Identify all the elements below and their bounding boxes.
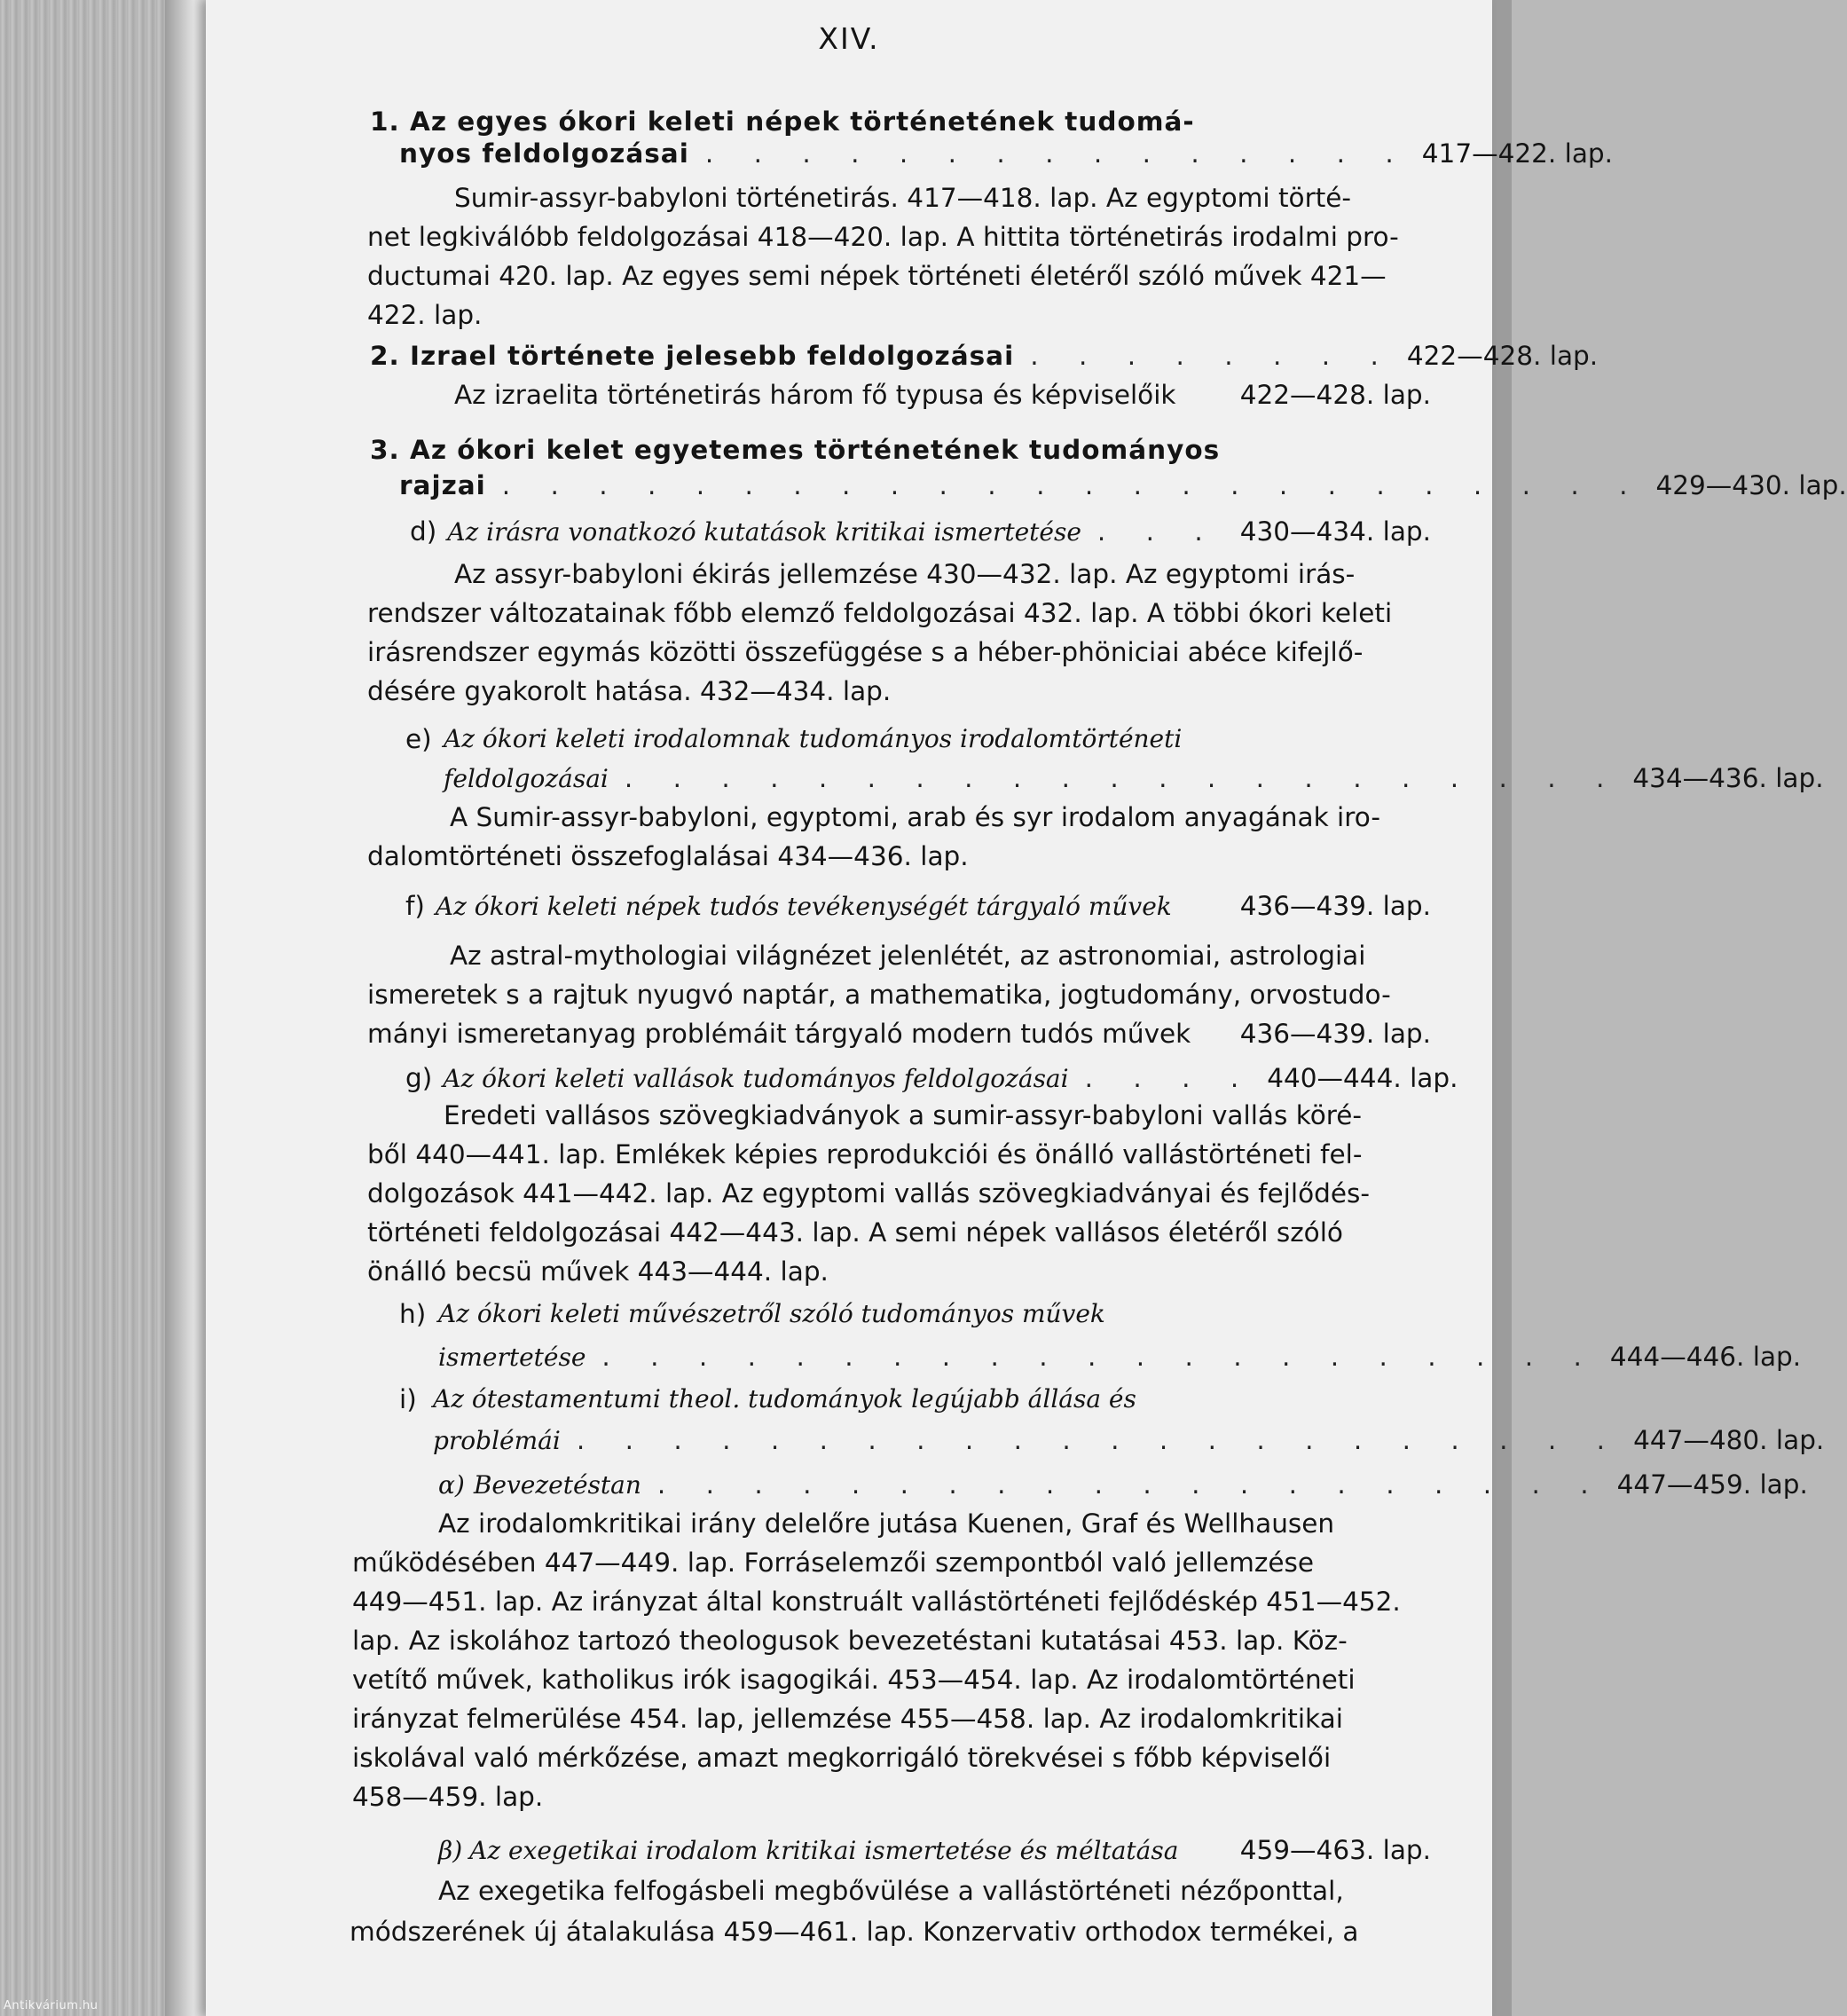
subsection-i-title-line-2: problémái [433, 1426, 561, 1455]
subsection-f-text-line: ismeretek s a rajtuk nyugvó naptár, a mathematika, jogtudomány, orvostudo- [367, 980, 1391, 1010]
subsection-d-letter: d) [410, 516, 437, 547]
leader-dots: . . . [1096, 516, 1219, 547]
subsection-f-text-line: mányi ismeretanyag problémáit tárgyaló modern tudós művek [367, 1019, 1191, 1049]
section-2-sub-row [454, 380, 1431, 410]
section-1-text-line: 422. lap. [367, 300, 483, 330]
subsection-e-pages: 434—436. lap. [1632, 763, 1824, 793]
subsection-h-title-line-2: ismertetése [438, 1343, 586, 1372]
subsection-g-text-line: önálló becsü művek 443—444. lap. [367, 1256, 829, 1287]
subsection-f-letter: f) [405, 891, 425, 921]
section-3-title-row [399, 470, 1847, 500]
subsection-f-title-row [405, 891, 1431, 922]
subsection-beta-text-line: Az exegetika felfogásbeli megbővülése a vallástörténeti nézőponttal, [438, 1876, 1344, 1906]
subsection-f-text-row [367, 1019, 1431, 1049]
leader-dots: . . . . . . . . . . . . . . . . . . . . . [624, 763, 1621, 793]
subsection-alpha-pages: 447—459. lap. [1616, 1469, 1808, 1500]
subsection-g-letter: g) [405, 1063, 433, 1093]
subsection-beta-letter: β) [438, 1836, 463, 1865]
subsection-alpha-title-row [438, 1469, 1808, 1500]
leader-dots: . . . . . . . . . . . . . . . [704, 138, 1410, 169]
section-1-text-line: net legkiválóbb feldolgozásai 418—420. lap. A hittita történetirás irodalmi pro- [367, 222, 1399, 252]
subsection-e-title-line-1: Az ókori keleti irodalomnak tudományos irodalomtörténeti [444, 724, 1183, 753]
subsection-d-title: Az irásra vonatkozó kutatások kritikai ismertetése [447, 517, 1081, 547]
subsection-d-text-line: rendszer változatainak főbb elemző feldolgozásai 432. lap. A többi ókori keleti [367, 598, 1393, 628]
subsection-e-text-line: dalomtörténeti összefoglalásai 434—436. lap. [367, 841, 969, 871]
subsection-i-title-row [433, 1425, 1825, 1456]
subsection-i-letter: i) [399, 1384, 417, 1414]
subsection-i-pages: 447—480. lap. [1633, 1425, 1825, 1455]
section-2-title-row [370, 341, 1599, 371]
leader-dots: . . . . . . . . . . . . . . . . . . . . . . . . [501, 470, 1644, 500]
book-page [206, 0, 1847, 2016]
section-3-pages: 429—430. lap. [1655, 470, 1847, 500]
section-1-title-line-1: 1. Az egyes ókori keleti népek történetének tudomá- [370, 106, 1195, 137]
section-2-sub-text: Az izraelita történetirás három fő typusa és képviselőik [454, 380, 1176, 410]
subsection-d-title-row [410, 516, 1431, 547]
section-2-title: 2. Izrael története jelesebb feldolgozásai [370, 341, 1015, 371]
subsection-beta-title-row [438, 1835, 1431, 1866]
section-1-text-line: Sumir-assyr-babyloni történetirás. 417—418. lap. Az egyptomi törté- [454, 183, 1352, 213]
subsection-h-title-row [438, 1342, 1802, 1373]
leader-dots: . . . . . . . . . . . . . . . . . . . . [656, 1469, 1605, 1500]
subsection-f-pages: 436—439. lap. [1239, 891, 1431, 921]
subsection-f-text-line: Az astral-mythologiai világnézet jelenlétét, az astronomiai, astrologiai [450, 941, 1366, 971]
leader-dots: . . . . . . . . . . . . . . . . . . . . . [601, 1342, 1598, 1372]
subsection-h-title-line-1: Az ókori keleti művészetről szóló tudományos művek [438, 1299, 1105, 1328]
page-number: XIV. [818, 21, 880, 56]
subsection-f-text-pages: 436—439. lap. [1239, 1019, 1431, 1049]
subsection-e-title-line-2: feldolgozásai [444, 764, 609, 793]
subsection-f-title: Az ókori keleti népek tudós tevékenységét tárgyaló művek [435, 892, 1172, 921]
subsection-alpha-letter: α) [438, 1470, 465, 1500]
section-1-title-row [399, 138, 1614, 169]
subsection-g-title: Az ókori keleti vallások tudományos feldolgozásai [443, 1064, 1069, 1093]
subsection-g-pages: 440—444. lap. [1267, 1063, 1458, 1093]
section-2-pages: 422—428. lap. [1406, 341, 1599, 371]
subsection-g-text-line: Eredeti vallásos szövegkiadványok a sumir-assyr-babyloni vallás köré- [444, 1100, 1363, 1130]
subsection-g-text-line: dolgozások 441—442. lap. Az egyptomi vallás szövegkiadványai és fejlődés- [367, 1178, 1371, 1209]
section-1-text-line: ductumai 420. lap. Az egyes semi népek történeti életéről szóló művek 421— [367, 261, 1387, 291]
subsection-i-title-line-1: Az ótestamentumi theol. tudományok legújabb állása és [433, 1384, 1136, 1414]
subsection-h-letter: h) [399, 1299, 427, 1329]
subsection-alpha-text-line: 458—459. lap. [352, 1782, 544, 1812]
subsection-alpha-text-line: 449—451. lap. Az irányzat által konstruált vallástörténeti fejlődéskép 451—452. [352, 1587, 1401, 1617]
leader-dots: . . . . . . . . . . . . . . . . . . . . . . [576, 1425, 1622, 1455]
subsection-d-pages: 430—434. lap. [1239, 516, 1431, 547]
subsection-e-title-row [444, 763, 1824, 794]
scan-background-right [1492, 0, 1512, 2016]
subsection-h-pages: 444—446. lap. [1609, 1342, 1802, 1372]
subsection-e-letter: e) [405, 724, 432, 754]
leader-dots: . . . . . . . . [1030, 341, 1395, 371]
section-1-title-line-2: nyos feldolgozásai [399, 138, 689, 169]
subsection-g-text-line: történeti feldolgozásai 442—443. lap. A semi népek vallásos életéről szóló [367, 1217, 1343, 1248]
leader-dots: . . . . [1084, 1063, 1255, 1093]
subsection-g-title-row [405, 1063, 1458, 1094]
section-2-sub-pages: 422—428. lap. [1239, 380, 1431, 410]
subsection-beta-pages: 459—463. lap. [1239, 1835, 1431, 1865]
subsection-alpha-title: Bevezetéstan [473, 1470, 641, 1500]
subsection-d-text-line: irásrendszer egymás közötti összefüggése s a héber-phöniciai abéce kifejlő- [367, 637, 1364, 667]
section-3-title-line-1: 3. Az ókori kelet egyetemes történetének tudományos [370, 435, 1221, 465]
subsection-d-text-line: Az assyr-babyloni ékirás jellemzése 430—432. lap. Az egyptomi irás- [454, 559, 1356, 589]
subsection-d-text-line: désére gyakorolt hatása. 432—434. lap. [367, 676, 892, 706]
subsection-alpha-text-line: irányzat felmerülése 454. lap, jellemzése 455—458. lap. Az irodalomkritikai [352, 1704, 1343, 1734]
page-edge-shadow [165, 0, 206, 2016]
subsection-g-text-line: ből 440—441. lap. Emlékek képies reprodukciói és önálló vallástörténeti fel- [367, 1139, 1363, 1169]
subsection-beta-text-line: módszerének új átalakulása 459—461. lap. Konzervativ orthodox termékei, a [350, 1917, 1359, 1947]
subsection-alpha-text-line: vetítő művek, katholikus irók isagogikái. 453—454. lap. Az irodalomtörténeti [352, 1665, 1356, 1695]
watermark: Antikvárium.hu [4, 1999, 98, 2012]
subsection-alpha-text-line: lap. Az iskolához tartozó theologusok bevezetéstani kutatásai 453. lap. Köz- [352, 1626, 1348, 1656]
section-3-title-line-2: rajzai [399, 470, 486, 500]
subsection-beta-title: Az exegetikai irodalom kritikai ismertetése és méltatása [469, 1836, 1179, 1865]
subsection-alpha-text-line: működésében 447—449. lap. Forráselemzői szempontból való jellemzése [352, 1547, 1315, 1578]
subsection-alpha-text-line: Az irodalomkritikai irány delelőre jutása Kuenen, Graf és Wellhausen [438, 1508, 1335, 1539]
section-1-pages: 417—422. lap. [1421, 138, 1614, 169]
subsection-alpha-text-line: iskolával való mérkőzése, amazt megkorrigáló törekvései s főbb képviselői [352, 1743, 1332, 1773]
subsection-e-text-line: A Sumir-assyr-babyloni, egyptomi, arab és syr irodalom anyagának iro- [450, 802, 1380, 832]
